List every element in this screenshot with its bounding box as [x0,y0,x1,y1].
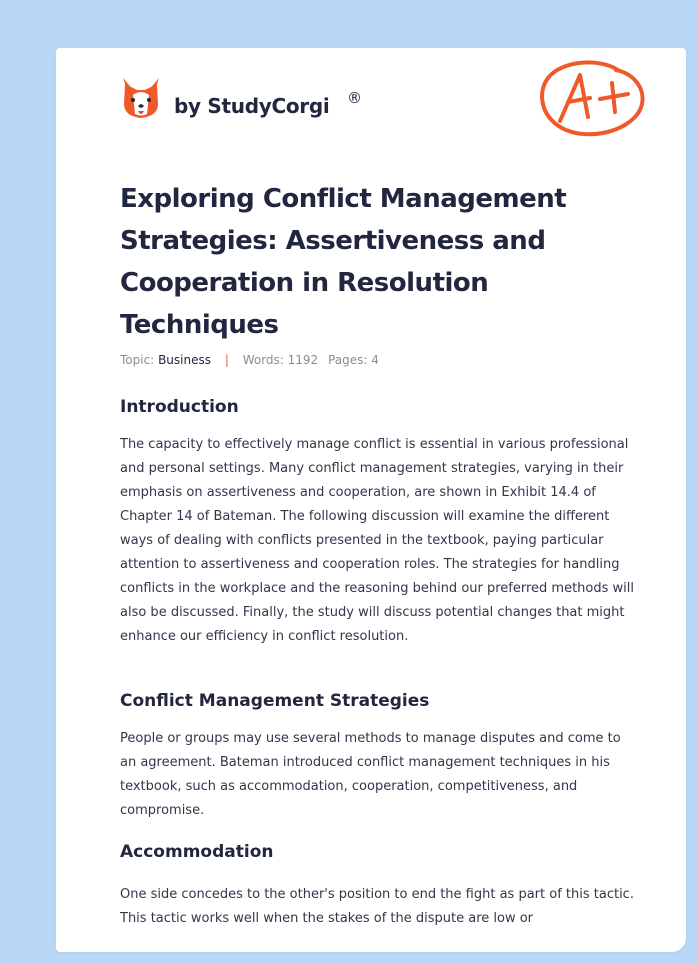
meta-separator: | [224,353,229,367]
topic-label: Topic: [120,353,155,367]
document-meta [120,353,379,367]
section-heading-conflict-management-strategies: Conflict Management Strategies [120,691,430,711]
pages-label: Pages: [328,353,368,367]
words-label: Words: [242,353,284,367]
document-title: Exploring Conflict Management Strategies: Assertiveness and Cooperation in Resolution Techniques [120,184,567,340]
pages-value: 4 [371,353,379,367]
section-heading-accommodation: Accommodation [120,842,274,862]
words-value: 1192 [287,353,319,367]
document-page [56,48,686,952]
brand-name: by StudyCorgi [174,94,330,118]
section-body-accommodation: One side concedes to the other's position to end the fight as part of this tactic. This tactic works well when the stakes of the dispute are low or [120,887,634,926]
topic-value: Business [158,353,211,367]
section-body-introduction: The capacity to effectively manage conflict is essential in various professional and personal settings. Many conflict management strategies, varying in their emphasis on assertiveness and cooperation, are shown in Exhibit 14.4 of Chapter 14 of Bateman. The following discussion will examine the different ways of dealing with conflicts presented in the textbook, paying particular attention to assertiveness and cooperation roles. The strategies for handling conflicts in the workplace and the reasoning behind our preferred methods will also be discussed. Finally, the study will discuss potential changes that might enhance our efficiency in conflict resolution. [120,437,635,644]
corgi-logo-icon [120,76,162,122]
section-heading-introduction: Introduction [120,397,239,417]
brand-header [120,76,380,126]
a-plus-grade-icon [536,58,648,140]
section-body-conflict-management-strategies: People or groups may use several methods to manage disputes and come to an agreement. Bateman introduced conflict management techniques in his textbook, such as accommodation, cooperation, competitiveness, and compromise. [120,731,621,818]
registered-mark: ® [347,89,362,107]
